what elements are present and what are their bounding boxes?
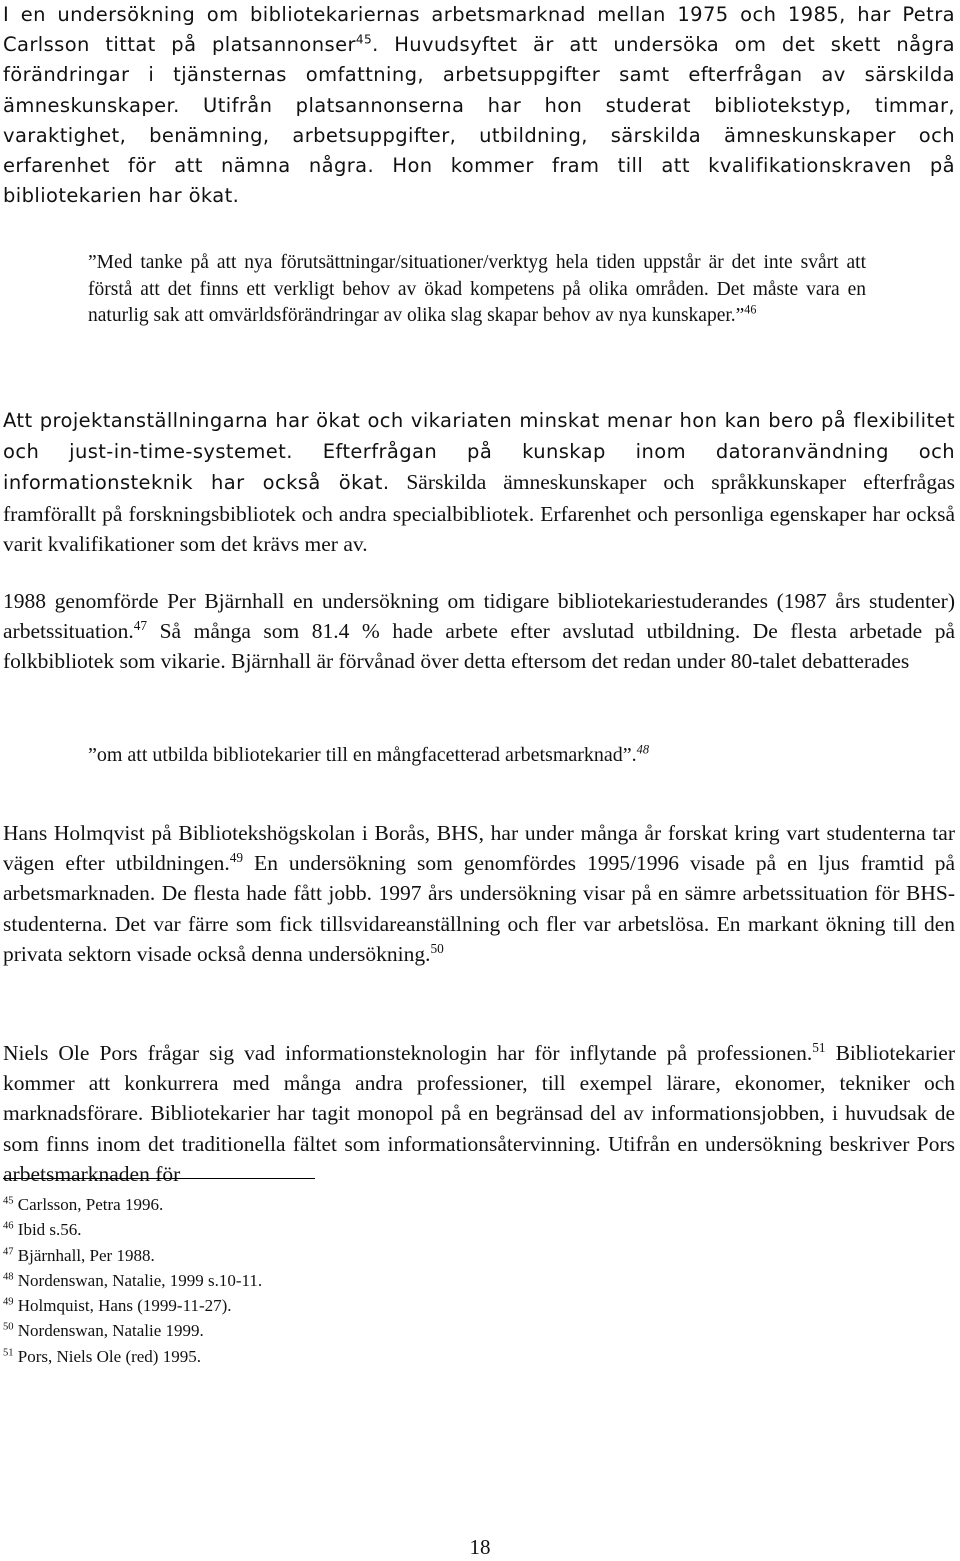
footnote-ref[interactable]: 45 bbox=[355, 32, 373, 47]
paragraph-projektanstallningar bbox=[3, 405, 955, 559]
footnote-ref[interactable]: 50 bbox=[430, 940, 444, 956]
footnote-ref[interactable]: 46 bbox=[744, 302, 757, 317]
footnote-divider bbox=[3, 1178, 315, 1179]
paragraph-text: . Huvudsyftet är att undersöka om det skett några förändringar i tjänsternas omfattning, arbetsuppgifter samt efterfrågan av särskilda ämneskunskaper. Utifrån platsannonserna har hon studerat bibliotekstyp, timmar, varaktighet, benämning, arbetsuppgifter, utbildning, särskilda ämneskunskaper och erfarenhet för att nämna några. Hon kommer fram till att kvalifikationskraven på bibliotekarien har ökat. bbox=[3, 33, 955, 208]
page-number: 18 bbox=[469, 1535, 491, 1559]
footnote-text: Carlsson, Petra 1996. bbox=[17, 1195, 164, 1214]
footnote-number: 50 bbox=[3, 1321, 14, 1333]
footnote-text: Pors, Niels Ole (red) 1995. bbox=[17, 1346, 201, 1366]
footnote-ref[interactable]: 49 bbox=[229, 850, 244, 866]
footnote-item bbox=[3, 1268, 603, 1293]
footnote-number: 49 bbox=[3, 1296, 14, 1308]
block-quote-kompetens bbox=[88, 250, 866, 330]
footnote-text: Bjärnhall, Per 1988. bbox=[17, 1245, 155, 1265]
footnote-ref[interactable]: 47 bbox=[133, 618, 148, 634]
footnote-number: 48 bbox=[3, 1271, 14, 1283]
footnote-item bbox=[3, 1318, 603, 1343]
paragraph-text: Att projektanställningarna har ökat och vikariaten minskat menar hon kan bero på flexibilitet och just-in-time-systemet. Efterfrågan på kunskap inom datoranvändning och informationsteknik har också ökat. bbox=[3, 409, 955, 495]
footnote-number: 47 bbox=[3, 1245, 14, 1257]
paragraph-pors bbox=[3, 1038, 955, 1189]
footnote-number: 51 bbox=[3, 1347, 14, 1359]
footnote-item bbox=[3, 1243, 603, 1268]
footnote-ref[interactable]: 48 bbox=[636, 742, 650, 757]
footnote-item bbox=[3, 1293, 603, 1318]
footnote-number: 46 bbox=[3, 1220, 14, 1232]
paragraph-text: Särskilda ämneskunskaper och språkkunskaper efterfrågas framförallt på forskningsbibliotek och andra specialbibliotek. Erfarenhet och personliga egenskaper har också varit kvalifikationer som det krävs mer av. bbox=[3, 470, 955, 556]
footnote-text: Nordenswan, Natalie, 1999 s.10-11. bbox=[17, 1270, 263, 1290]
footnote-text: Holmquist, Hans (1999-11-27). bbox=[17, 1296, 232, 1316]
footnote-ref[interactable]: 51 bbox=[812, 1039, 826, 1055]
footnote-item bbox=[3, 1217, 603, 1242]
paragraph-carlsson bbox=[3, 0, 955, 211]
paragraph-bjarnhall bbox=[3, 586, 955, 677]
quote-text: ”Med tanke på att nya förutsättningar/situationer/verktyg hela tiden uppstår är det inte svårt att förstå att det finns ett verkligt behov av ökad kompetens på olika områden. Det måste vara en naturlig sak att omvärldsförändringar av olika slag skapar behov av nya kunskaper.” bbox=[88, 252, 866, 326]
footnote-item bbox=[3, 1192, 603, 1217]
paragraph-text: 1988 genomförde Per Bjärnhall en undersökning om tidigare bibliotekariestuderandes (1987 års studenter) arbetssituation. bbox=[3, 589, 955, 644]
footnote-item bbox=[3, 1344, 603, 1369]
quote-text: ”om att utbilda bibliotekarier till en mångfacetterad arbetsmarknad”. bbox=[88, 744, 637, 766]
footnote-number: 45 bbox=[3, 1195, 14, 1207]
footnote-text: Ibid s.56. bbox=[17, 1220, 82, 1240]
paragraph-text: Niels Ole Pors frågar sig vad informationsteknologin har för inflytande på professionen. bbox=[3, 1041, 813, 1065]
paragraph-text: Hans Holmqvist på Bibliotekshögskolan i Borås, BHS, har under många år forskat kring vart studenterna tar vägen efter utbildningen. bbox=[3, 821, 955, 876]
paragraph-text: I en undersökning om bibliotekariernas arbetsmarknad mellan 1975 och 1985, har Petra Carlsson tittat på platsannonser bbox=[3, 3, 955, 57]
block-quote-arbetsmarknad bbox=[88, 742, 866, 769]
paragraph-text: En undersökning som genomfördes 1995/1996 visade på en ljus framtid på arbetsmarknaden. De flesta hade fått jobb. 1997 års undersökning visar på en sämre arbetssituation för BHS-studenterna. Det var färre som fick tillsvidareanställning och fler var arbetslösa. En markant ökning till den privata sektorn visade också denna undersökning. bbox=[3, 851, 956, 966]
paragraph-text: Bibliotekarier kommer att konkurrera med många andra professioner, till exempel lärare, ekonomer, tekniker och marknadsförare. Bibliotekarier har tagit monopol på en begränsad del av informationsjobben, i huvudsak de som finns inom det traditionella fältet som informationsåtervinning. Utifrån en undersökning beskriver Pors arbetsmarknaden för bbox=[3, 1041, 955, 1186]
paragraph-holmqvist bbox=[3, 818, 955, 969]
footnote-text: Nordenswan, Natalie 1999. bbox=[17, 1321, 204, 1341]
paragraph-text: Så många som 81.4 % hade arbete efter avslutad utbildning. De flesta arbetade på folkbibliotek som vikarie. Bjärnhall är förvånad över detta eftersom det redan under 80-talet debatterades bbox=[3, 619, 955, 674]
footnote-list bbox=[3, 1192, 603, 1369]
